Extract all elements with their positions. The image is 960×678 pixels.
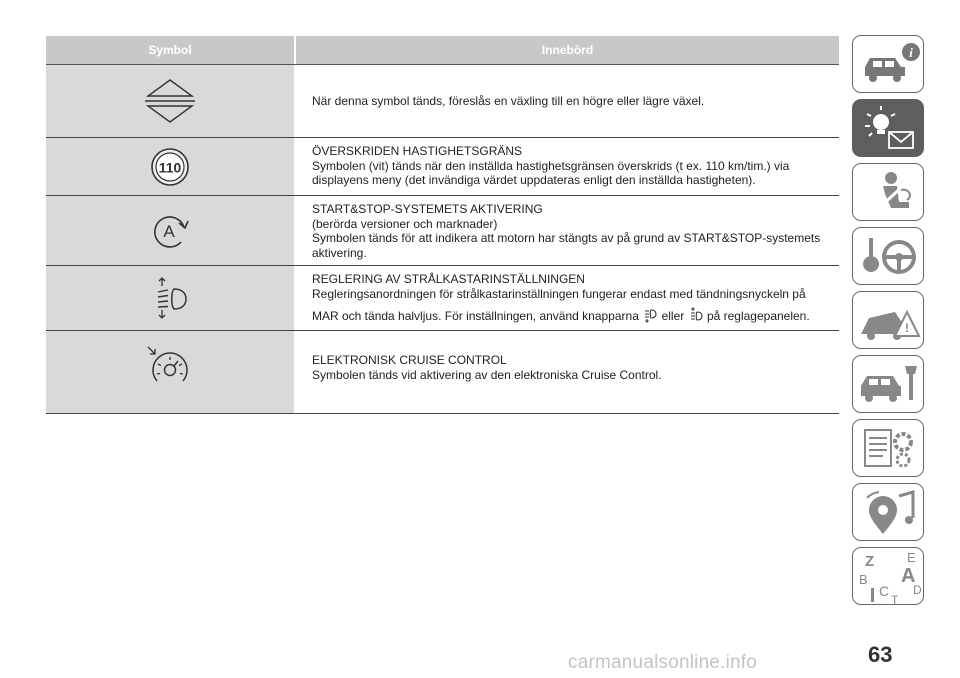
symbol-cell xyxy=(46,196,294,265)
maintenance-icon xyxy=(853,356,925,414)
meaning-line: ÖVERSKRIDEN HASTIGHETSGRÄNS xyxy=(312,144,523,158)
meaning-line: START&STOP-SYSTEMETS AKTIVERING xyxy=(312,202,543,216)
starting-driving-icon xyxy=(853,228,925,286)
technical-data-icon xyxy=(853,420,925,478)
table-row xyxy=(46,196,839,266)
tab-maintenance[interactable] xyxy=(852,355,924,413)
meaning-line: displayens meny (det invändiga värdet uppdateras enligt den inställda hastigheten). xyxy=(312,173,756,187)
table-row xyxy=(46,266,839,331)
meaning-line: Symbolen tänds för att indikera att motorn har stängts av på grund av START&STOP-systemets xyxy=(312,231,821,245)
index-letter: T xyxy=(891,593,899,606)
meaning-line: Symbolen tänds vid aktivering av den elektroniska Cruise Control. xyxy=(312,367,662,382)
car-info-icon xyxy=(853,36,925,94)
gear-shift-indicator-icon xyxy=(141,76,199,126)
meaning-text: eller xyxy=(661,309,685,323)
watermark: carmanualsonline.info xyxy=(568,652,758,673)
meaning-cell xyxy=(294,196,839,265)
header-symbol: Symbol xyxy=(148,43,192,57)
symbol-cell xyxy=(46,65,294,137)
meaning-line: När denna symbol tänds, föreslås en växling till en högre eller lägre växel. xyxy=(312,94,705,108)
headlamp-leveling-icon xyxy=(150,276,190,320)
meaning-line: Regleringsanordningen för strålkastarinställningen fungerar endast med tändningsnyckeln på xyxy=(312,286,806,301)
table-row xyxy=(46,138,839,196)
symbol-cell xyxy=(46,266,294,330)
meaning-line: aktivering. xyxy=(312,245,367,260)
meaning-text: MAR och tända halvljus. För inställningen, använd knapparna xyxy=(312,309,639,323)
meaning-text: på reglagepanelen. xyxy=(706,309,810,323)
tab-technical-data[interactable] xyxy=(852,419,924,477)
tab-warning-lights[interactable] xyxy=(852,99,924,157)
cruise-control-icon xyxy=(144,345,196,389)
tab-safety[interactable] xyxy=(852,163,924,221)
index-letter: E xyxy=(907,550,916,565)
symbol-table xyxy=(46,36,839,414)
meaning-cell xyxy=(294,65,839,137)
safety-seat-icon xyxy=(853,164,925,222)
index-letter: D xyxy=(913,583,922,597)
index-letter: C xyxy=(879,583,890,599)
chapter-tabs xyxy=(852,35,926,611)
tab-emergency[interactable] xyxy=(852,291,924,349)
multimedia-icon xyxy=(853,484,925,542)
speed-limit-110-icon xyxy=(150,147,190,187)
meaning-line xyxy=(312,307,837,324)
emergency-icon xyxy=(853,292,925,350)
table-row xyxy=(46,331,839,414)
tab-car-info[interactable] xyxy=(852,35,924,93)
symbol-cell xyxy=(46,138,294,195)
meaning-line: (berörda versioner och marknader) xyxy=(312,216,498,231)
tab-starting-driving[interactable] xyxy=(852,227,924,285)
tab-index[interactable] xyxy=(852,547,924,605)
headlamp-down-button-icon xyxy=(643,307,657,323)
start-stop-letter: A xyxy=(163,222,175,241)
meaning-cell xyxy=(294,266,839,330)
header-meaning: Innebörd xyxy=(294,36,839,64)
svg-text:i: i xyxy=(909,45,913,60)
index-letter: A xyxy=(901,565,916,587)
page-number: 63 xyxy=(868,642,893,667)
index-icon xyxy=(853,548,925,606)
index-letter: B xyxy=(859,572,868,587)
speed-limit-label: 110 xyxy=(158,159,182,176)
meaning-line: ELEKTRONISK CRUISE CONTROL xyxy=(312,353,507,367)
meaning-line: REGLERING AV STRÅLKASTARINSTÄLLNINGEN xyxy=(312,272,585,286)
index-letter: Z xyxy=(865,553,875,570)
meaning-cell xyxy=(294,138,839,195)
table-row xyxy=(46,65,839,138)
meaning-line: Symbolen (vit) tänds när den inställda hastighetsgränsen överskrids (t ex. 110 km/tim.) via xyxy=(312,158,790,173)
symbol-cell xyxy=(46,331,294,413)
start-stop-icon xyxy=(148,210,192,250)
table-header xyxy=(46,36,839,65)
warning-lights-icon xyxy=(853,100,925,158)
tab-multimedia[interactable] xyxy=(852,483,924,541)
svg-text:!: ! xyxy=(905,321,909,335)
headlamp-up-button-icon xyxy=(689,307,703,323)
meaning-cell xyxy=(294,331,839,413)
